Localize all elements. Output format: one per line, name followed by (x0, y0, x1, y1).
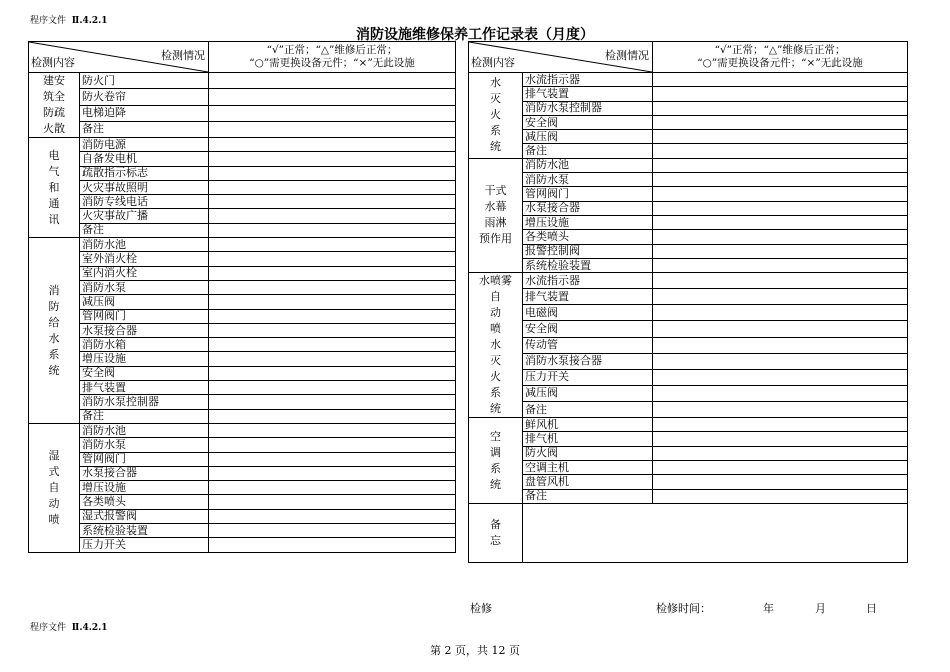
status-cell[interactable] (209, 105, 456, 121)
item-label: 备注 (80, 121, 209, 137)
item-label: 减压阀 (80, 295, 209, 309)
table-row (469, 321, 908, 337)
item-label: 室外消火栓 (80, 252, 209, 266)
table-row (29, 89, 456, 105)
table-row (469, 215, 908, 229)
header-legend: “√”正常；“△”维修后正常； “○”需更换设备元件；“×”无此设施 (653, 42, 908, 73)
status-cell[interactable] (209, 538, 456, 552)
status-cell[interactable] (209, 352, 456, 366)
status-cell[interactable] (209, 89, 456, 105)
table-row (469, 101, 908, 115)
table-row (29, 252, 456, 266)
item-label: 备注 (80, 223, 209, 237)
table-row (29, 509, 456, 523)
table-row (29, 166, 456, 180)
status-cell[interactable] (653, 337, 908, 353)
status-cell[interactable] (653, 101, 908, 115)
item-label: 系统检验装置 (523, 258, 653, 272)
table-row (29, 481, 456, 495)
status-cell[interactable] (209, 138, 456, 152)
table-row (469, 402, 908, 418)
status-cell[interactable] (653, 402, 908, 418)
group-label: 干式 水幕 雨淋 预作用 (469, 158, 523, 272)
status-cell[interactable] (653, 173, 908, 187)
item-label: 电梯迫降 (80, 105, 209, 121)
item-label: 安全阀 (80, 366, 209, 380)
item-label: 排气装置 (80, 381, 209, 395)
item-label: 消防水池 (80, 238, 209, 252)
status-cell[interactable] (209, 166, 456, 180)
status-cell[interactable] (209, 238, 456, 252)
status-cell[interactable] (653, 385, 908, 401)
header-status: 检测情况 (161, 49, 205, 62)
status-cell[interactable] (209, 395, 456, 409)
status-cell[interactable] (653, 144, 908, 158)
item-label: 消防专线电话 (80, 195, 209, 209)
table-row (469, 337, 908, 353)
table-row (469, 230, 908, 244)
table-row (469, 173, 908, 187)
table-row (469, 432, 908, 446)
item-label: 减压阀 (523, 130, 653, 144)
table-row (29, 323, 456, 337)
item-label: 系统检验装置 (80, 524, 209, 538)
item-label: 排气装置 (523, 87, 653, 101)
doc-code: Ⅱ.4.2.1 (71, 16, 108, 26)
item-label: 增压设施 (80, 352, 209, 366)
footer-doc-code: Ⅱ.4.2.1 (71, 623, 108, 633)
status-cell[interactable] (209, 280, 456, 294)
header-diagonal-cell (469, 42, 653, 73)
item-label: 消防电源 (80, 138, 209, 152)
item-label: 安全阀 (523, 115, 653, 129)
item-label: 报警控制阀 (523, 244, 653, 258)
table-row (29, 438, 456, 452)
status-cell[interactable] (653, 115, 908, 129)
table-row (29, 538, 456, 552)
status-cell[interactable] (653, 258, 908, 272)
table-row (469, 144, 908, 158)
table-row (469, 418, 908, 432)
status-cell[interactable] (209, 252, 456, 266)
table-row (29, 423, 456, 437)
status-cell[interactable] (653, 158, 908, 172)
table-row (469, 475, 908, 489)
status-cell[interactable] (209, 121, 456, 137)
status-cell[interactable] (209, 309, 456, 323)
status-cell[interactable] (653, 73, 908, 87)
item-label: 备注 (523, 144, 653, 158)
item-label: 各类喷头 (80, 495, 209, 509)
item-label: 消防水池 (523, 158, 653, 172)
item-label: 压力开关 (523, 369, 653, 385)
status-cell[interactable] (653, 305, 908, 321)
item-label: 消防水泵接合器 (523, 353, 653, 369)
table-row (29, 152, 456, 166)
status-cell[interactable] (653, 87, 908, 101)
status-cell[interactable] (653, 475, 908, 489)
footer-doc-label: 程序文件 Ⅱ.4.2.1 (30, 623, 108, 633)
status-cell[interactable] (209, 452, 456, 466)
status-cell[interactable] (209, 381, 456, 395)
item-label: 排气装置 (523, 289, 653, 305)
status-cell[interactable] (653, 130, 908, 144)
status-cell[interactable] (653, 215, 908, 229)
item-label: 防火卷帘 (80, 89, 209, 105)
table-row (469, 87, 908, 101)
table-row (29, 73, 456, 89)
item-label: 室内消火栓 (80, 266, 209, 280)
item-label: 鲜风机 (523, 418, 653, 432)
item-label: 各类喷头 (523, 230, 653, 244)
group-label: 建安 筑全 防疏 火散 (29, 73, 80, 138)
table-row (469, 115, 908, 129)
status-cell[interactable] (653, 461, 908, 475)
status-cell[interactable] (653, 446, 908, 460)
table-row (29, 352, 456, 366)
table-row (469, 461, 908, 475)
group-label: 消 防 给 水 系 统 (29, 238, 80, 424)
status-cell[interactable] (209, 223, 456, 237)
table-row (29, 105, 456, 121)
status-cell[interactable] (209, 438, 456, 452)
item-label: 疏散指示标志 (80, 166, 209, 180)
page-number: 第 2 页，共 12 页 (430, 644, 520, 657)
status-cell[interactable] (653, 418, 908, 432)
header-legend: “√”正常；“△”维修后正常； “○”需更换设备元件；“×”无此设施 (209, 42, 456, 73)
table-row (469, 353, 908, 369)
table-row (469, 201, 908, 215)
header-diagonal-cell (29, 42, 209, 73)
item-label: 防火门 (80, 73, 209, 89)
status-cell[interactable] (209, 366, 456, 380)
table-row (29, 466, 456, 480)
status-cell[interactable] (209, 295, 456, 309)
status-cell[interactable] (209, 495, 456, 509)
table-row (469, 73, 908, 87)
item-label: 空调主机 (523, 461, 653, 475)
group-label: 水喷雾 自 动 喷 水 灭 火 系 统 (469, 273, 523, 418)
item-label: 电磁阀 (523, 305, 653, 321)
right-record-table (468, 41, 908, 563)
status-cell[interactable] (209, 466, 456, 480)
item-label: 水流指示器 (523, 273, 653, 289)
table-row (469, 369, 908, 385)
status-cell[interactable] (209, 338, 456, 352)
status-cell[interactable] (653, 230, 908, 244)
left-record-table (28, 41, 456, 553)
item-label: 管网阀门 (523, 187, 653, 201)
item-label: 消防水泵 (523, 173, 653, 187)
table-row (469, 158, 908, 172)
item-label: 增压设施 (80, 481, 209, 495)
item-label: 水流指示器 (523, 73, 653, 87)
status-cell[interactable] (653, 369, 908, 385)
table-row (29, 266, 456, 280)
group-label: 湿 式 自 动 喷 (29, 423, 80, 552)
table-row (469, 187, 908, 201)
table-row (29, 524, 456, 538)
item-label: 水泵接合器 (523, 201, 653, 215)
table-row (29, 338, 456, 352)
item-label: 火灾事故照明 (80, 180, 209, 194)
table-row (29, 495, 456, 509)
header-content: 检测内容 (31, 56, 75, 69)
table-row (469, 305, 908, 321)
status-cell[interactable] (209, 266, 456, 280)
status-cell[interactable] (653, 273, 908, 289)
status-cell[interactable] (653, 201, 908, 215)
table-row (469, 489, 908, 503)
item-label: 消防水泵 (80, 438, 209, 452)
table-row (469, 273, 908, 289)
item-label: 安全阀 (523, 321, 653, 337)
item-label: 压力开关 (80, 538, 209, 552)
item-label: 水泵接合器 (80, 323, 209, 337)
group-label: 水 灭 火 系 统 (469, 73, 523, 159)
table-row (469, 446, 908, 460)
status-cell[interactable] (209, 73, 456, 89)
status-cell[interactable] (209, 524, 456, 538)
item-label: 消防水泵控制器 (523, 101, 653, 115)
item-label: 管网阀门 (80, 309, 209, 323)
doc-label: 程序文件 Ⅱ.4.2.1 (30, 16, 108, 26)
header-content: 检测内容 (471, 56, 515, 69)
item-label: 增压设施 (523, 215, 653, 229)
page-title: 消防设施维修保养工作记录表（月度） (356, 27, 594, 43)
table-row (29, 366, 456, 380)
header-status: 检测情况 (605, 49, 649, 62)
status-cell[interactable] (209, 195, 456, 209)
table-row (29, 223, 456, 237)
item-label: 水泵接合器 (80, 466, 209, 480)
table-row (29, 395, 456, 409)
table-row (29, 409, 456, 423)
table-row (29, 180, 456, 194)
status-cell[interactable] (209, 152, 456, 166)
item-label: 自备发电机 (80, 152, 209, 166)
table-row (469, 244, 908, 258)
status-cell[interactable] (653, 244, 908, 258)
table-row (29, 280, 456, 294)
item-label: 传动管 (523, 337, 653, 353)
item-label: 备注 (523, 489, 653, 503)
status-cell[interactable] (653, 321, 908, 337)
table-row (469, 130, 908, 144)
footer-inspect: 检修 (470, 602, 492, 615)
status-cell[interactable] (653, 353, 908, 369)
footer-day: 日 (866, 602, 877, 615)
status-cell[interactable] (653, 489, 908, 503)
status-cell[interactable] (653, 432, 908, 446)
item-label: 盘管风机 (523, 475, 653, 489)
item-label: 防火阀 (523, 446, 653, 460)
table-row (29, 209, 456, 223)
table-row (29, 381, 456, 395)
table-row (29, 195, 456, 209)
item-label: 备注 (80, 409, 209, 423)
item-label: 排气机 (523, 432, 653, 446)
footer-month: 月 (815, 602, 826, 615)
status-cell[interactable] (209, 423, 456, 437)
footer-inspect-time: 检修时间： (656, 602, 711, 615)
group-label: 电 气 和 通 讯 (29, 138, 80, 238)
item-label: 备注 (523, 402, 653, 418)
table-row (29, 452, 456, 466)
status-cell[interactable] (209, 323, 456, 337)
item-label: 消防水箱 (80, 338, 209, 352)
group-label: 空 调 系 统 (469, 418, 523, 504)
table-row (469, 289, 908, 305)
status-cell[interactable] (209, 409, 456, 423)
status-cell[interactable] (653, 187, 908, 201)
status-cell[interactable] (209, 509, 456, 523)
table-row (29, 138, 456, 152)
table-row (29, 295, 456, 309)
item-label: 减压阀 (523, 385, 653, 401)
status-cell[interactable] (653, 289, 908, 305)
memo-label: 备 忘 (469, 503, 523, 562)
table-row (469, 258, 908, 272)
table-row (29, 309, 456, 323)
item-label: 消防水泵 (80, 280, 209, 294)
item-label: 消防水泵控制器 (80, 395, 209, 409)
item-label: 管网阀门 (80, 452, 209, 466)
memo-field[interactable] (523, 503, 908, 562)
status-cell[interactable] (209, 481, 456, 495)
status-cell[interactable] (209, 180, 456, 194)
table-row (469, 385, 908, 401)
item-label: 消防水池 (80, 423, 209, 437)
item-label: 火灾事故广播 (80, 209, 209, 223)
table-row (29, 238, 456, 252)
footer-year: 年 (763, 602, 774, 615)
item-label: 湿式报警阀 (80, 509, 209, 523)
status-cell[interactable] (209, 209, 456, 223)
table-row (29, 121, 456, 137)
